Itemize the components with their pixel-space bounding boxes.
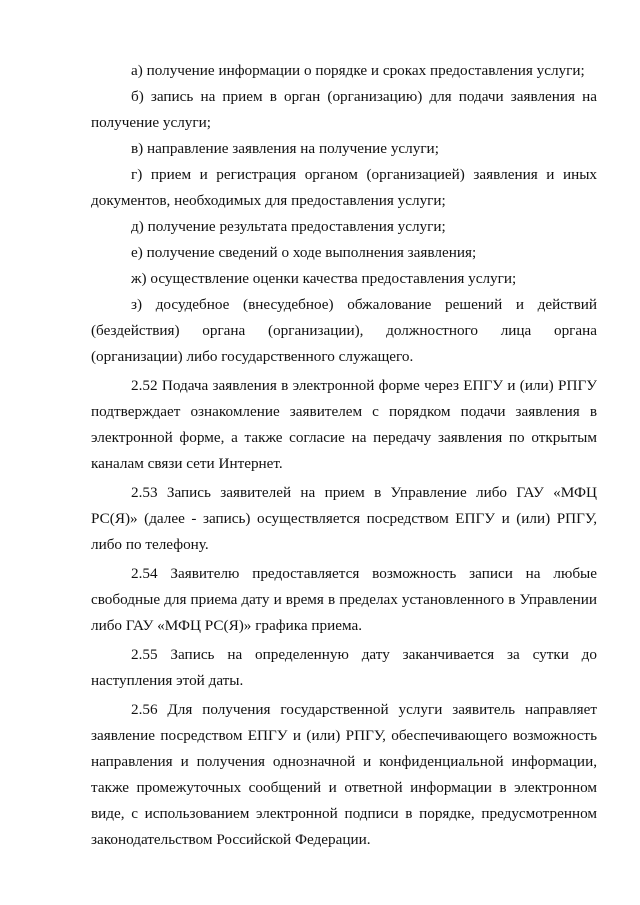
list-item-v: в) направление заявления на получение услуги; [131,140,439,157]
section-2-54: 2.54 Заявителю предоставляется возможность записи на любые свободные для приема дату и время в пределах установленного в Управлении либо ГАУ «МФЦ РС(Я)» графика приема. [91,565,597,634]
list-item-g: г) прием и регистрация органом (организацией) заявления и иных документов, необходимых для предоставления услуги; [91,166,597,209]
list-item-a: а) получение информации о порядке и сроках предоставления услуги; [131,62,585,79]
list-item-z: з) досудебное (внесудебное) обжалование решений и действий (бездействия) органа (организации), должностного лица органа (организации) либо государственного служащего. [91,296,597,365]
document-body [91,58,597,853]
section-2-53: 2.53 Запись заявителей на прием в Управление либо ГАУ «МФЦ РС(Я)» (далее - запись) осуществляется посредством ЕПГУ и (или) РПГУ, либо по телефону. [91,484,597,553]
list-item-d: д) получение результата предоставления услуги; [131,218,446,235]
section-2-55: 2.55 Запись на определенную дату заканчивается за сутки до наступления этой даты. [91,646,597,689]
section-2-52: 2.52 Подача заявления в электронной форме через ЕПГУ и (или) РПГУ подтверждает ознакомление заявителем с порядком подачи заявления в электронной форме, а также согласие на передачу заявления по открытым каналам связи сети Интернет. [91,377,597,472]
list-item-b: б) запись на прием в орган (организацию) для подачи заявления на получение услуги; [91,88,597,131]
list-item-zh: ж) осуществление оценки качества предоставления услуги; [131,270,517,287]
section-2-56: 2.56 Для получения государственной услуги заявитель направляет заявление посредством ЕПГУ и (или) РПГУ, обеспечивающего возможность направления и получения однозначной и конфиденциальной информации, также промежуточных сообщений и ответной информации в электронном виде, с использованием электронной подписи в порядке, предусмотренном законодательством Российской Федерации. [91,701,597,848]
list-item-e: е) получение сведений о ходе выполнения заявления; [131,244,477,261]
